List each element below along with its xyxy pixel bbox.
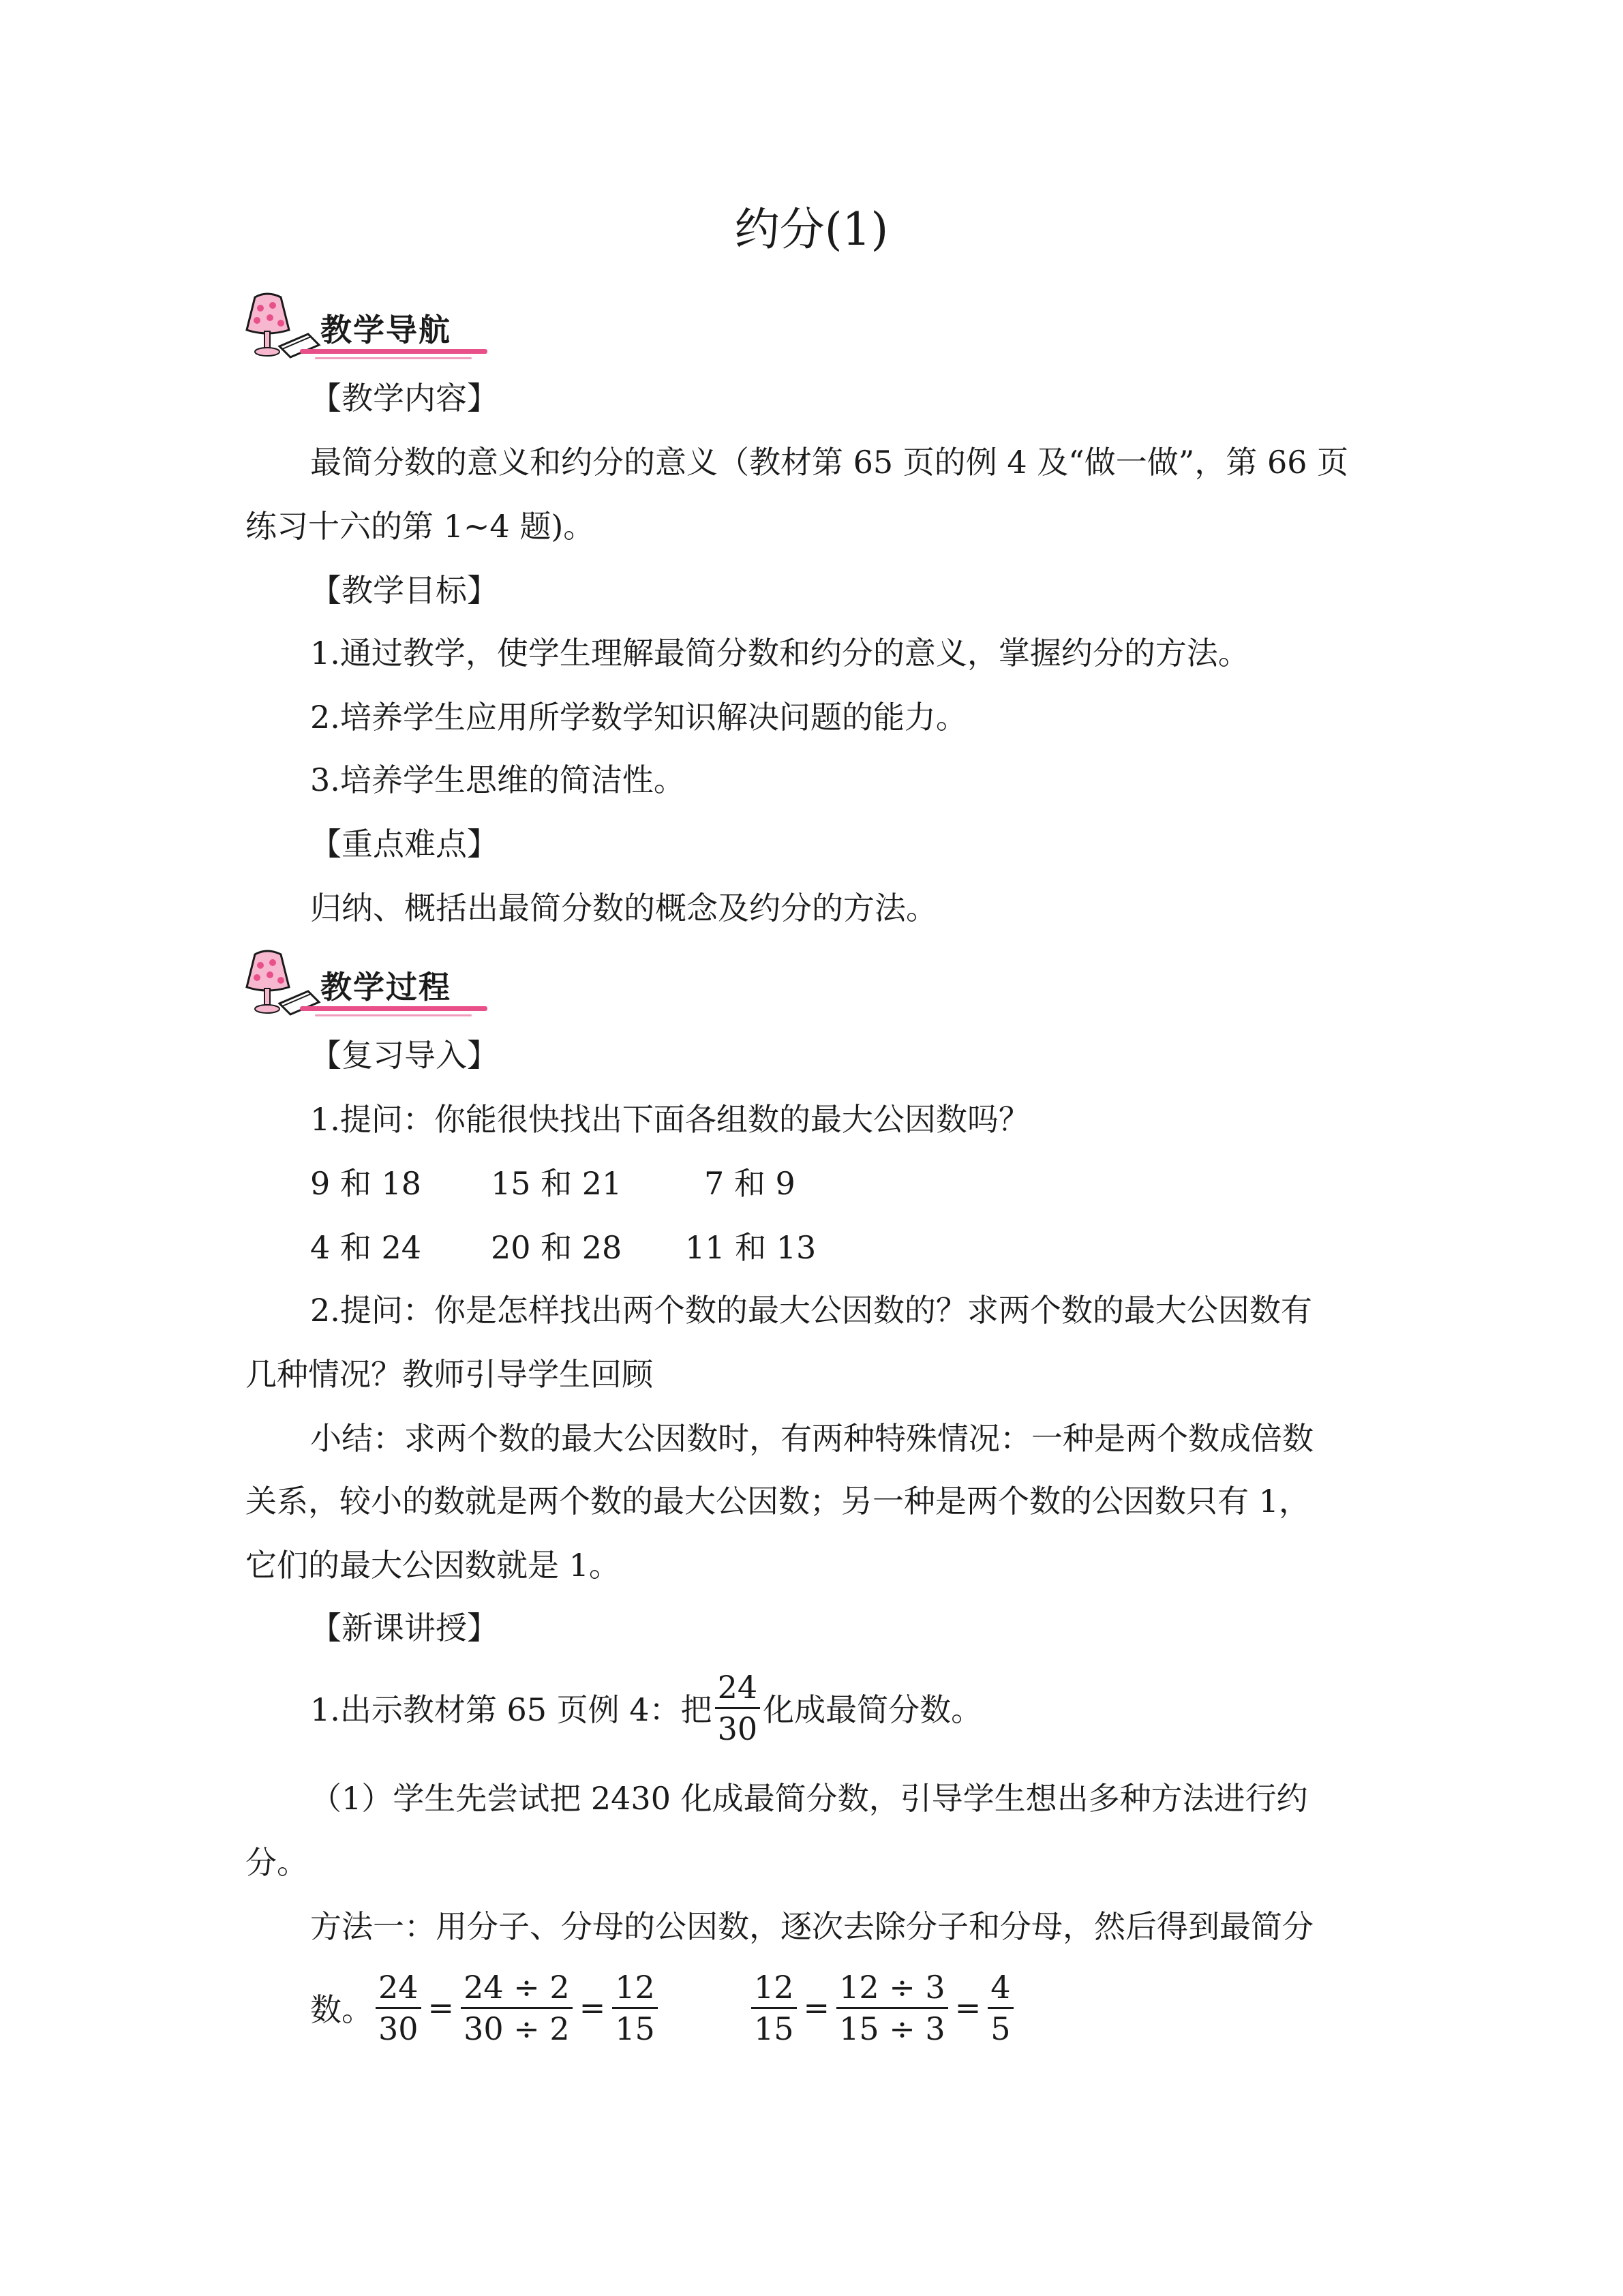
example-line [310,1663,982,1752]
fraction [715,1667,761,1749]
numerator: 12 ÷ 3 [836,1967,948,2009]
goal-item: 1.通过教学，使学生理解最简分数和约分的意义，掌握约分的方法。 [310,635,1249,671]
fraction [376,1967,421,2049]
paragraph-line: 分。 [245,1844,308,1881]
section-badge-label: 教学过程 [320,969,451,1006]
number-pair: 4 和 24 [310,1229,422,1266]
equation-line [748,1963,1016,2052]
summary-line: 关系，较小的数就是两个数的最大公因数；另一种是两个数的公因数只有 1， [245,1483,1310,1520]
paragraph-line: 方法一：用分子、分母的公因数，逐次去除分子和分母，然后得到最简分 [310,1908,1314,1945]
number-pair: 20 和 28 [491,1229,622,1266]
denominator: 30 [378,2010,419,2047]
denominator: 5 [990,2010,1011,2047]
question-line: 1.提问：你能很快找出下面各组数的最大公因数吗？ [310,1101,1030,1138]
example-prefix: 1.出示教材第 65 页例 4：把 [310,1691,712,1728]
heading-teaching-goals: 【教学目标】 [310,572,498,609]
denominator: 15 [615,2010,655,2047]
badge-underline [300,1006,487,1011]
numerator: 12 [751,1967,797,2009]
fraction [988,1967,1013,2049]
paragraph-line: 归纳、概括出最简分数的概念及约分的方法。 [310,890,937,926]
equals-sign: = [954,1989,982,2026]
number-pair: 11 和 13 [685,1229,817,1266]
heading-teaching-content: 【教学内容】 [310,380,498,417]
numerator: 24 [715,1667,761,1709]
equals-sign: = [427,1989,455,2026]
numerator: 24 [376,1967,421,2009]
heading-key-points: 【重点难点】 [310,826,498,862]
heading-review: 【复习导入】 [310,1037,498,1074]
fraction [461,1967,573,2049]
paragraph-line: 练习十六的第 1~4 题)。 [245,508,595,545]
section-badge-label: 教学导航 [320,312,451,348]
denominator: 30 ÷ 2 [464,2010,570,2047]
method-prefix: 数。 [310,1991,373,2028]
goal-item: 2.培养学生应用所学数学知识解决问题的能力。 [310,699,967,736]
paragraph-line: （1）学生先尝试把 2430 化成最简分数，引导学生想出多种方法进行约 [310,1780,1308,1817]
equals-sign: = [579,1989,606,2026]
equals-sign: = [803,1989,830,2026]
example-suffix: 化成最简分数。 [763,1691,983,1728]
goal-item: 3.培养学生思维的简洁性。 [310,761,685,798]
section-badge-teaching-guide [240,292,492,368]
number-pair: 7 和 9 [704,1165,795,1202]
badge-underline [300,349,487,354]
question-line: 2.提问：你是怎样找出两个数的最大公因数的？求两个数的最大公因数有 [310,1292,1312,1329]
lamp-book-icon [240,949,322,1025]
number-pair: 9 和 18 [310,1165,422,1202]
lamp-book-icon [240,292,322,368]
fraction [751,1967,797,2049]
page-title: 约分(1) [734,203,889,256]
badge-underline-secondary [315,1014,472,1016]
equation-line [310,1963,661,2052]
paragraph-line: 几种情况？教师引导学生回顾 [245,1356,653,1393]
numerator: 4 [988,1967,1013,2009]
paragraph-line: 最简分数的意义和约分的意义（教材第 65 页的例 4 及“做一做”，第 66 页 [310,444,1349,481]
heading-new-lesson: 【新课讲授】 [310,1610,498,1646]
denominator: 30 [717,1710,758,1747]
fraction [612,1967,658,2049]
fraction [836,1967,948,2049]
numerator: 24 ÷ 2 [461,1967,573,2009]
number-pair: 15 和 21 [491,1165,622,1202]
badge-underline-secondary [315,357,472,359]
section-badge-teaching-process [240,949,492,1025]
numerator: 12 [612,1967,658,2009]
denominator: 15 ÷ 3 [839,2010,945,2047]
denominator: 15 [754,2010,794,2047]
summary-line: 它们的最大公因数就是 1。 [245,1547,620,1584]
summary-line: 小结：求两个数的最大公因数时，有两种特殊情况：一种是两个数成倍数 [310,1420,1314,1457]
